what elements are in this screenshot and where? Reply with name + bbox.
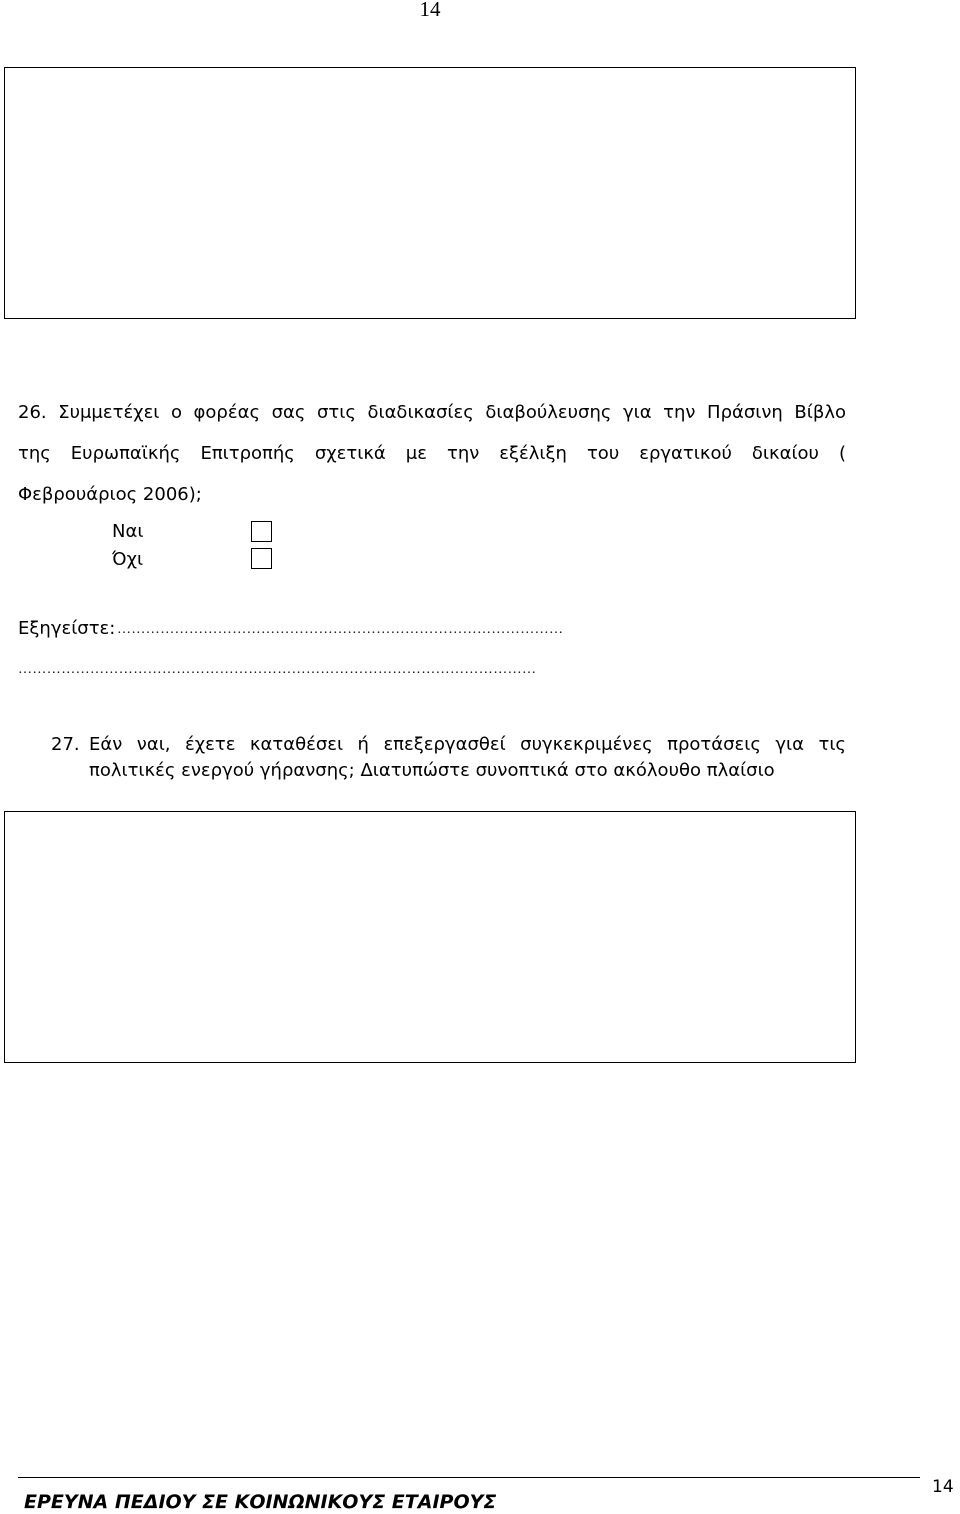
question-26-line-1: 26. Συμμετέχει ο φορέας σας στις διαδικασίες διαβούλευσης για την Πράσινη Βίβλο bbox=[18, 402, 846, 423]
option-yes-label: Ναι bbox=[112, 521, 144, 542]
question-27-number: 27. bbox=[51, 734, 80, 755]
option-no-label: Όχι bbox=[112, 549, 144, 570]
footer-title: ΕΡΕΥΝΑ ΠΕΔΙΟΥ ΣΕ ΚΟΙΝΩΝΙΚΟΥΣ ΕΤΑΙΡΟΥΣ bbox=[24, 1491, 497, 1513]
option-yes-checkbox[interactable] bbox=[251, 521, 272, 542]
answer-box-previous[interactable] bbox=[4, 67, 856, 319]
explain-dotted-line-2[interactable]: ……………………………………………………………………………………………… bbox=[18, 662, 537, 677]
question-27-line-1: Εάν ναι, έχετε καταθέσει ή επεξεργασθεί συγκεκριμένες προτάσεις για τις bbox=[89, 734, 846, 755]
question-27-line-2: πολιτικές ενεργού γήρανσης; Διατυπώστε συνοπτικά στο ακόλουθο πλαίσιο bbox=[89, 760, 775, 781]
footer-divider bbox=[18, 1477, 920, 1478]
footer-page-number: 14 bbox=[932, 1477, 954, 1497]
header-page-number: 14 bbox=[419, 0, 441, 21]
question-26-line-2: της Ευρωπαϊκής Επιτροπής σχετικά με την εξέλιξη του εργατικού δικαίου ( bbox=[18, 443, 846, 464]
answer-box-question-27[interactable] bbox=[4, 811, 856, 1063]
explain-dotted-line-1[interactable]: ………………………………………………………………………………… bbox=[117, 622, 564, 637]
question-26-line-3: Φεβρουάριος 2006); bbox=[18, 484, 202, 505]
option-no-checkbox[interactable] bbox=[251, 548, 272, 569]
explain-label: Εξηγείστε: bbox=[18, 618, 116, 639]
